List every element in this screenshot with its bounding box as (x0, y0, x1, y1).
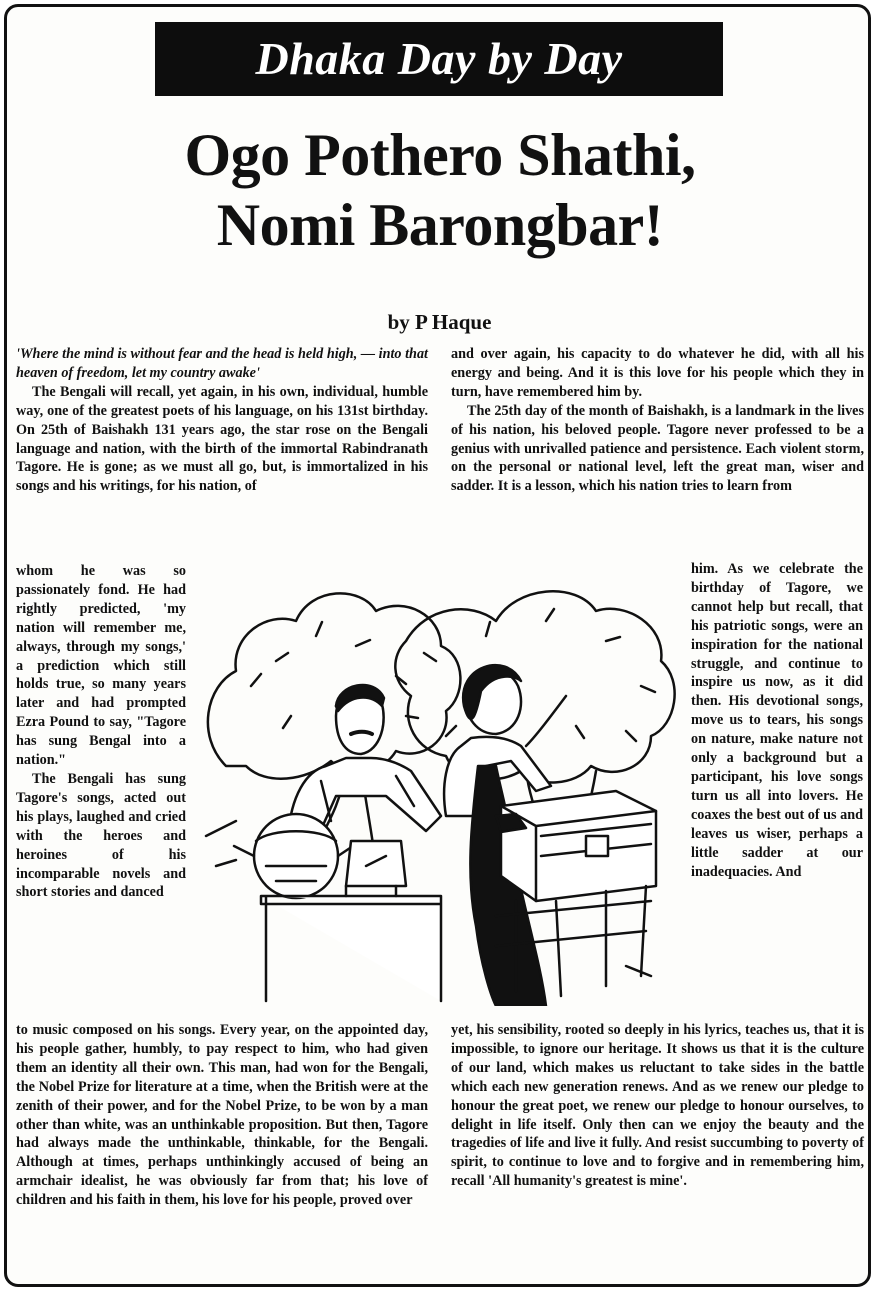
paragraph: The Bengali has sung Tagore's songs, acted out his plays, laughed and cried with the heroes and heroines of his incomparable novels and short stories and danced (16, 770, 186, 901)
column-left-top (16, 345, 428, 496)
headline (20, 120, 860, 260)
tree-right-leaves (424, 609, 655, 741)
paragraph: The Bengali will recall, yet again, in his own, individual, humble way, one of the greatest poets of his language, on his 131st birthday. On 25th of Baishakh 131 years ago, the star rose on the Bengali language and nation, with the birth of the immortal Rabindranath Tagore. He is gone; as we must all go, but, is immortalized in his songs and his writings, for his nation, of (16, 383, 428, 495)
drum (234, 814, 406, 898)
paragraph: yet, his sensibility, rooted so deeply in his lyrics, teaches us, that it is impossible, to ignore our heritage. It shows us that it is the culture of our land, which makes us reluctant to take sides in the battle which each new generation renews. And as we renew our pledge to honour the great poet, we renew our pledge to honour ourselves, to delight in life itself. Only then can we enjoy the beauty and the tragedies of life and live it fully. And resist succumbing to poverty of spirit, to continue to love and to forgive and in remembering him, recall 'All humanity's greatest is mine'. (451, 1022, 864, 1190)
paragraph: to music composed on his songs. Every year, on the appointed day, his people gather, humbly, to pay respect to him, who had given them an identity all their own. This man, had won for the Bengali, the Nobel Prize for literature at a time, when the British were at the zenith of their power, and for the Nobel Prize, to be won by a man other than white, was an unthinkable proposition. But then, Tagore had always made the unthinkable, thinkable, for the Bengali. Although at times, perhaps unthinkingly accused of being an armchair idealist, he was obviously far from that; his love of children and his faith in them, his love for his people, proved over (16, 1022, 428, 1209)
column-right-wrap (691, 560, 863, 881)
paragraph: whom he was so passionately fond. He had rightly predicted, 'my nation will remember me, always, through my songs,' a prediction which still holds true, so many years later and had prompted Ezra Pound to say, "Tagore has sung Bengal into a nation." (16, 563, 186, 769)
paragraph: him. As we celebrate the birthday of Tagore, we cannot help but recall, that his patriotic songs, were an inspiration for the national struggle, and continue to inspire us now, as it did then. His devotional songs, move us to tears, his songs on nature, make nature not only a background but a participant, his love songs turn us all into lovers. He coaxes the best out of us and leaves us wiser, perhaps a little sadder at our inadequacies. And (691, 561, 863, 880)
headline-line-2: Nomi Barongbar! (216, 192, 664, 258)
tree-right-foliage (395, 591, 674, 782)
paragraph: The 25th day of the month of Baishakh, is a landmark in the lives of his nation, his beloved people. Tagore never professed to be a genius with unrivalled patience and persistence. Each violent storm, on the personal or national level, left the great man, wiser and sadder. It is a lesson, which his nation tries to learn from (451, 402, 864, 495)
byline: by P Haque (387, 310, 492, 334)
epigraph: 'Where the mind is without fear and the head is held high, — into that heaven of freedom, let my country awake' (16, 346, 428, 381)
paragraph: and over again, his capacity to do whatever he did, with all his energy and being. And it is this love for his people which they in turn, have remembered him by. (451, 346, 864, 400)
column-left-wrap (16, 562, 186, 902)
section-banner: Dhaka Day by Day (155, 22, 723, 96)
column-right-top (451, 345, 864, 496)
column-left-bottom (16, 1021, 428, 1210)
headline-line-1: Ogo Pothero Shathi, (184, 122, 696, 188)
table (261, 896, 441, 1001)
illustration (196, 566, 684, 1006)
column-right-bottom (451, 1021, 864, 1191)
tree-left-leaves (251, 622, 418, 728)
